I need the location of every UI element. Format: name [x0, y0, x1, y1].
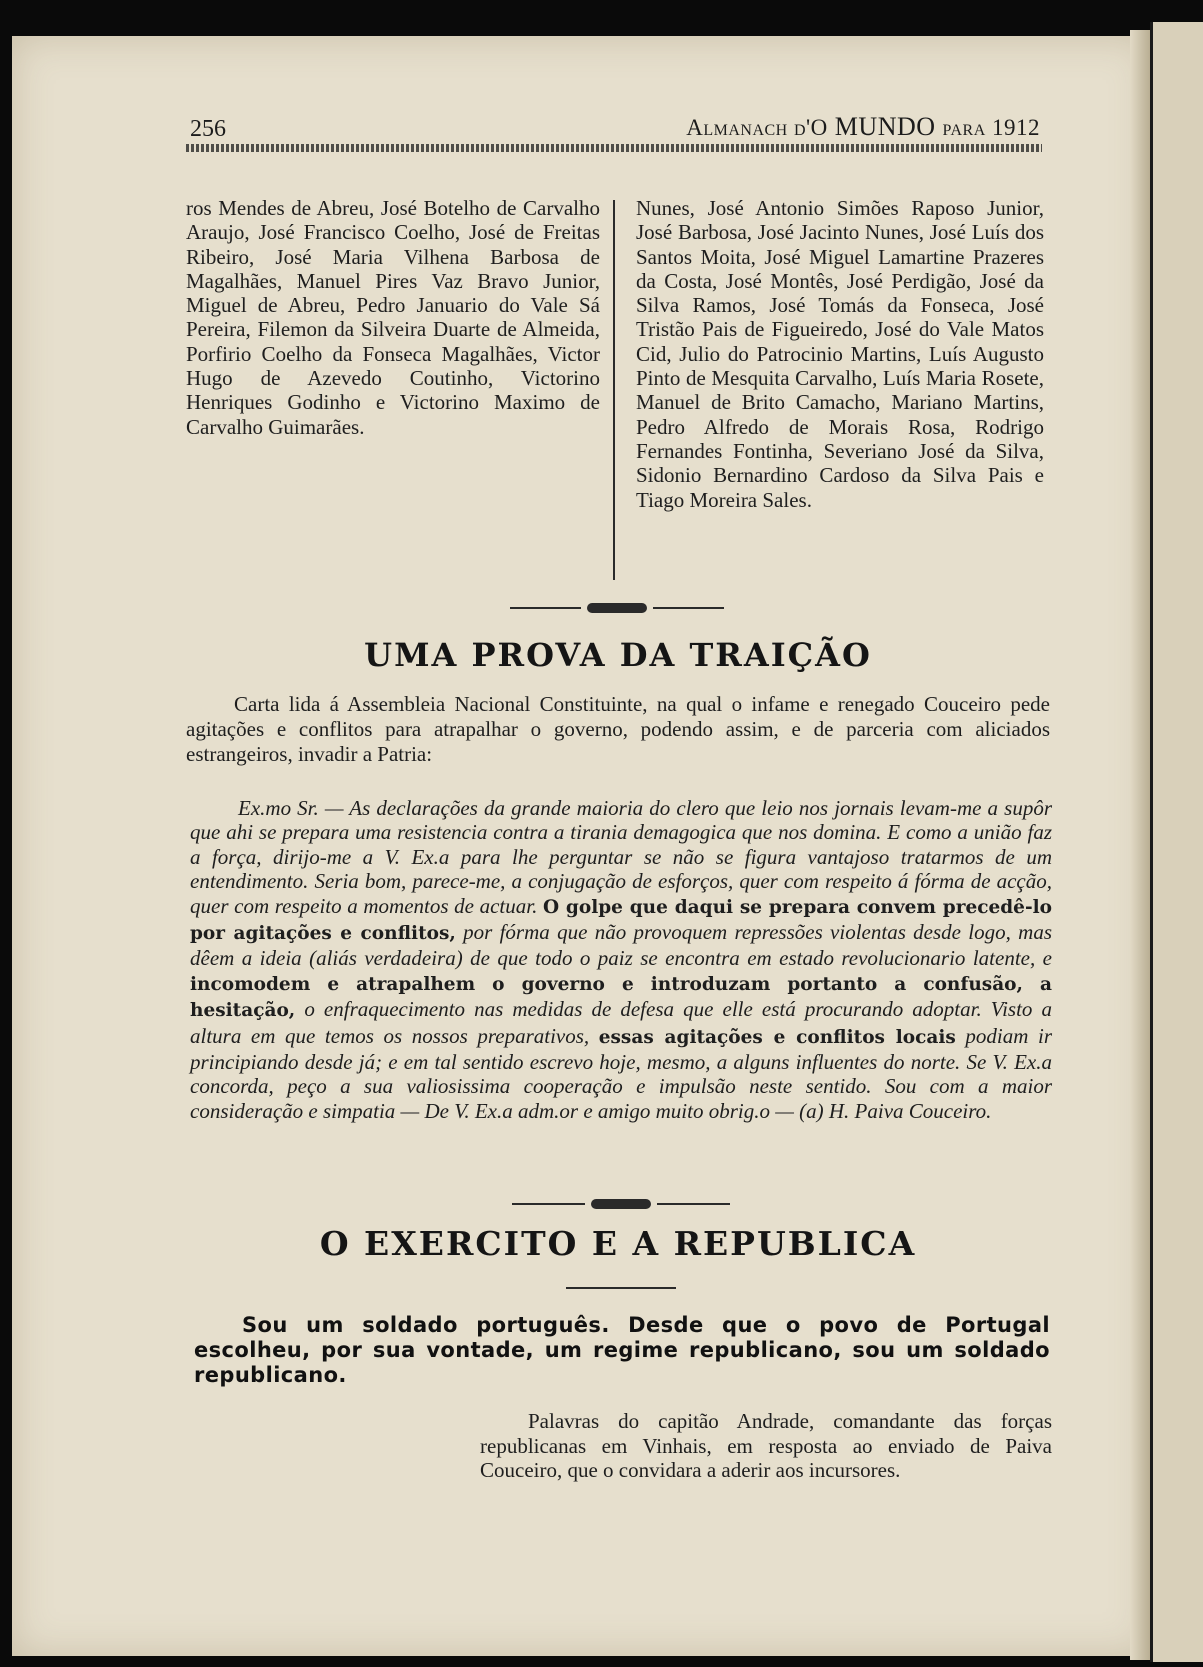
- heading-underline: [566, 1287, 676, 1289]
- column-divider: [613, 200, 615, 580]
- letter-part-2: por fórma que não provoquem repressões violentas desde logo, mas dêem a ideia (aliás verdadeira) de que todo o paiz se encontra em estado revolucionario latente, e: [190, 920, 1053, 971]
- ornament-line: [512, 1203, 585, 1205]
- ornament-line: [653, 607, 724, 609]
- ornament-knot: [587, 603, 647, 613]
- letter-bold-1: O golpe que daqui se prepara convem precedê-lo por agitações e conflitos,: [190, 896, 1053, 945]
- running-title-prefix: Almanach d'O: [686, 115, 828, 140]
- letter-part-4: podiam ir principiando desde já; e em tal sentido escrevo hoje, mesmo, a alguns influentes do norte. Se V. Ex.a concorda, peço a sua valiosissima cooperação e impulsão neste sentido. Sou com a maior consideração e simpatia — De V. Ex.a adm.or e amigo muito obrig.o — (a) H. Paiva Couceiro.: [190, 1023, 1053, 1123]
- quote-text: Sou um soldado português. Desde que o povo de Portugal escolheu, por sua vontade, um regime republicano, sou um soldado republicano.: [194, 1313, 1050, 1387]
- running-title-suffix: para 1912: [942, 115, 1040, 140]
- letter-body: [190, 796, 1052, 1123]
- page-number: 256: [190, 116, 226, 142]
- left-column-text: ros Mendes de Abreu, José Botelho de Carvalho Araujo, José Francisco Coelho, José de Freitas Ribeiro, José Maria Vilhena Barbosa de Magalhães, Manuel Pires Vaz Bravo Junior, Miguel de Abreu, Pedro Januario do Vale Sá Pereira, Filemon da Silveira Duarte de Almeida, Porfirio Coelho da Fonseca Magalhães, Victor Hugo de Azevedo Coutinho, Victorino Henriques Godinho e Victorino Maximo de Carvalho Guimarães.: [186, 196, 600, 439]
- attribution-text: Palavras do capitão Andrade, comandante das forças republicanas em Vinhais, em resposta ao enviado de Paiva Couceiro, que o convidara a aderir aos incursores.: [480, 1409, 1052, 1482]
- letter-bold-3: essas agitações e conflitos locais: [598, 1026, 956, 1048]
- ornament-knot: [591, 1199, 651, 1209]
- letter-part-3: o enfraquecimento nas medidas de defesa que elle está procurando adoptar. Visto a altura em que temos os nossos preparativos,: [190, 997, 1052, 1048]
- next-page-edge: [1150, 22, 1203, 1662]
- ornament-line: [510, 607, 581, 609]
- section-ornament-2: [512, 1198, 730, 1210]
- right-column-text: Nunes, José Antonio Simões Raposo Junior, José Barbosa, José Jacinto Nunes, José Luís dos Santos Moita, José Miguel Lamartine Prazeres da Costa, José Montês, José Perdigão, José da Silva Ramos, José Tomás da Fonseca, José Tristão Pais de Figueiredo, José do Vale Matos Cid, Julio do Patrocinio Martins, Luís Augusto Pinto de Mesquita Carvalho, Luís Maria Rosete, Manuel de Brito Camacho, Mariano Martins, Pedro Alfredo de Morais Rosa, Rodrigo Fernandes Fontinha, Severiano José da Silva, Sidonio Bernardino Cardoso da Silva Pais e Tiago Moreira Sales.: [636, 196, 1044, 512]
- quote-attribution: [480, 1409, 1052, 1483]
- section-ornament-1: [510, 602, 724, 614]
- letter-part-1: Ex.mo Sr. — As declarações da grande maioria do clero que leio nos jornais levam-me a supôr que ahi se prepara uma resistencia contra a tirania demagogica que nos domina. E como a união faz a força, dirijo-me a V. Ex.a para lhe perguntar se não se figura vantajoso tratarmos de um entendimento. Seria bom, parece-me, a conjugação de esforços, quer com respeito á fórma de acção, quer com respeito a momentos de actuar.: [190, 796, 1052, 918]
- section-heading-traicao: UMA PROVA DA TRAIÇÃO: [364, 636, 872, 674]
- soldier-quote: [194, 1313, 1050, 1388]
- running-title: [686, 112, 1040, 142]
- header-wavy-rule: [186, 144, 1042, 152]
- letter-bold-2: incomodem e atrapalhem o governo e introduzam portanto a confusão, a hesitação,: [190, 973, 1052, 1022]
- running-header: [190, 112, 1040, 146]
- page-edge-shadow: [1130, 30, 1150, 1660]
- letter-introduction: [186, 692, 1050, 767]
- section-heading-exercito: O EXERCITO E A REPUBLICA: [319, 1224, 917, 1263]
- intro-text: Carta lida á Assembleia Nacional Constituinte, na qual o infame e renegado Couceiro pede agitações e conflitos para atrapalhar o governo, podendo assim, e de parceria com aliciados estrangeiros, invadir a Patria:: [186, 692, 1050, 766]
- running-title-main: MUNDO: [834, 112, 936, 141]
- ornament-line: [657, 1203, 730, 1205]
